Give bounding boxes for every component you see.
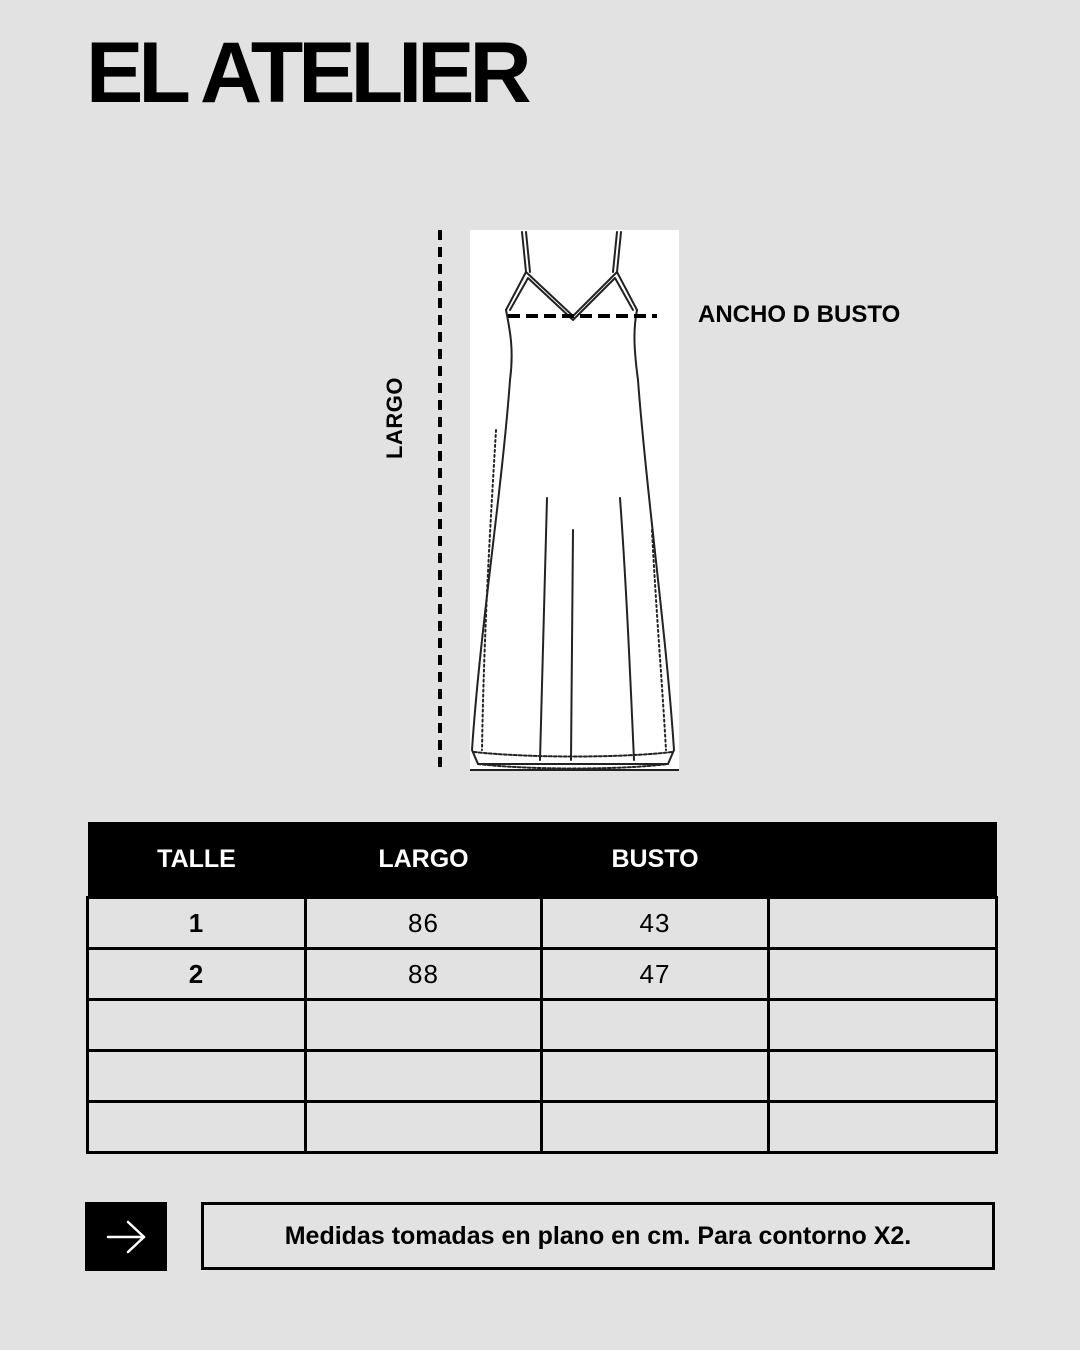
length-cell: 86 <box>306 898 542 949</box>
bust-cell: 43 <box>542 898 769 949</box>
length-cell <box>306 1102 542 1153</box>
brand-title: EL ATELIER <box>86 25 527 121</box>
length-cell: 88 <box>306 949 542 1000</box>
header-bust: BUSTO <box>542 822 769 898</box>
bust-cell <box>542 1000 769 1051</box>
length-label: LARGO <box>382 377 407 459</box>
size-cell <box>88 1051 306 1102</box>
table-row <box>88 1102 997 1153</box>
size-cell <box>88 1102 306 1153</box>
slip-dress-icon <box>470 230 679 771</box>
arrow-right-icon <box>105 1220 147 1254</box>
next-button[interactable] <box>85 1202 167 1271</box>
empty-cell <box>769 1051 997 1102</box>
bust-cell <box>542 1102 769 1153</box>
length-cell <box>306 1051 542 1102</box>
table-row <box>88 1000 997 1051</box>
empty-cell <box>769 949 997 1000</box>
bust-cell <box>542 1051 769 1102</box>
empty-cell <box>769 1102 997 1153</box>
empty-cell <box>769 898 997 949</box>
measurement-note <box>201 1202 995 1270</box>
header-length: LARGO <box>306 822 542 898</box>
table-row <box>88 898 997 949</box>
table-row <box>88 1051 997 1102</box>
size-cell: 1 <box>88 898 306 949</box>
size-cell: 2 <box>88 949 306 1000</box>
header-empty <box>769 822 997 898</box>
note-text: Medidas tomadas en plano en cm. Para contorno X2. <box>284 1221 912 1250</box>
bust-cell: 47 <box>542 949 769 1000</box>
header-size: TALLE <box>88 822 306 898</box>
table-row <box>88 949 997 1000</box>
size-table-header <box>88 822 997 898</box>
bust-width-label: ANCHO D BUSTO <box>698 301 901 328</box>
size-cell <box>88 1000 306 1051</box>
empty-cell <box>769 1000 997 1051</box>
dress-illustration <box>470 230 679 771</box>
length-cell <box>306 1000 542 1051</box>
size-table <box>86 822 998 1154</box>
